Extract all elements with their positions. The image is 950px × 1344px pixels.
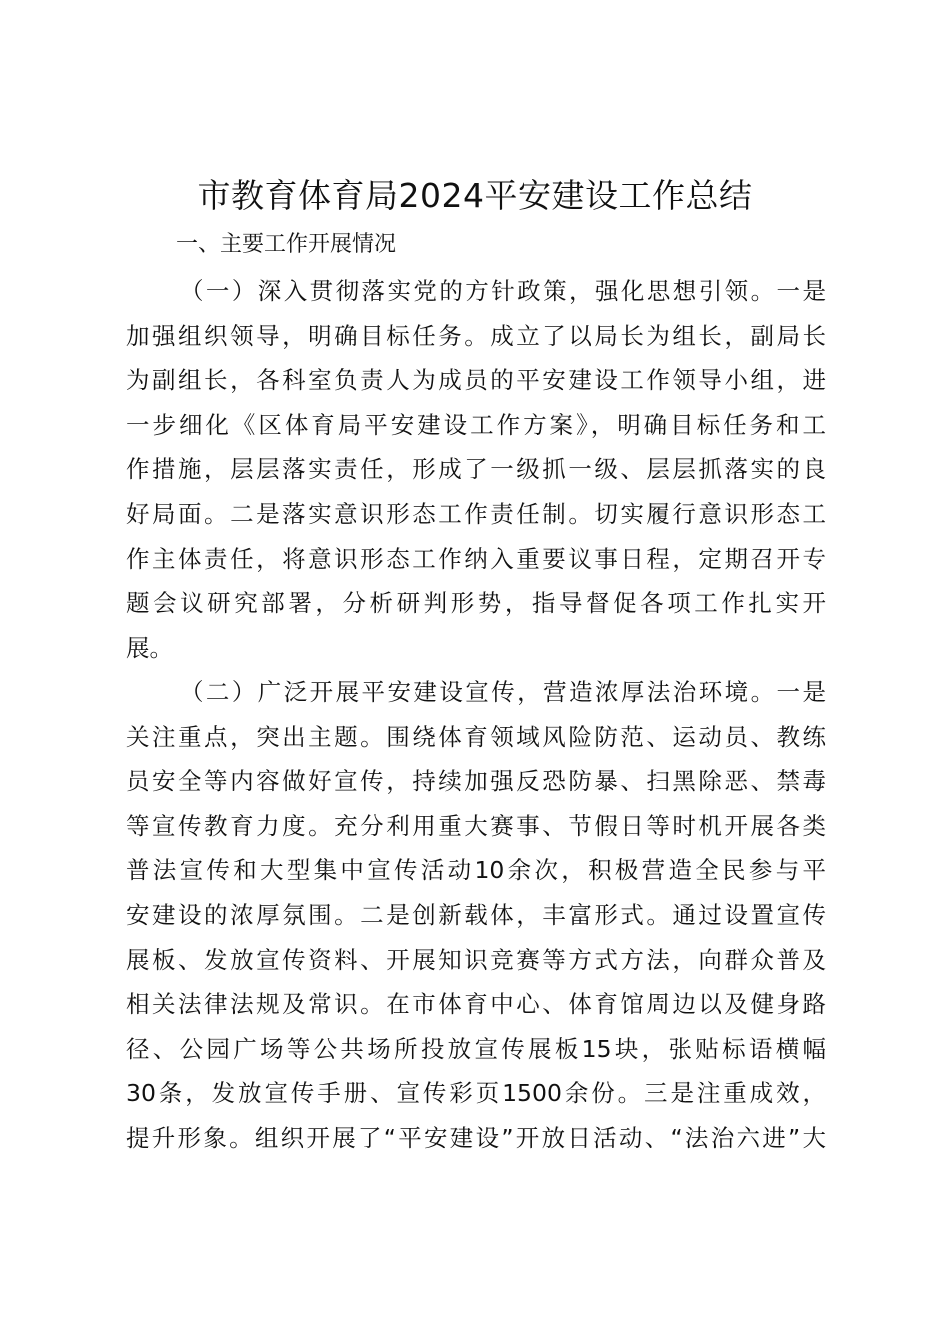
paragraph-line: 关注重点，突出主题。围绕体育领域风险防范、运动员、教练 — [126, 722, 826, 751]
paragraph-line: 作主体责任，将意识形态工作纳入重要议事日程，定期召开专 — [126, 544, 826, 573]
paragraph-line: 为副组长，各科室负责人为成员的平安建设工作领导小组，进 — [126, 366, 826, 395]
paragraph-line: 等宣传教育力度。充分利用重大赛事、节假日等时机开展各类 — [126, 811, 826, 840]
paragraph-line: 普法宣传和大型集中宣传活动10余次，积极营造全民参与平 — [126, 856, 826, 885]
section-heading: 一、主要工作开展情况 — [176, 232, 397, 257]
paragraph-line: 展板、发放宣传资料、开展知识竞赛等方式方法，向群众普及 — [126, 945, 826, 974]
paragraph-1 — [126, 269, 826, 670]
document-title: 市教育体育局2024平安建设工作总结 — [197, 176, 753, 215]
paragraph-2 — [126, 670, 826, 1161]
paragraph-line: 30条，发放宣传手册、宣传彩页1500余份。三是注重成效， — [126, 1079, 826, 1108]
paragraph-line: 安建设的浓厚氛围。二是创新载体，丰富形式。通过设置宣传 — [126, 900, 826, 929]
paragraph-line: 好局面。二是落实意识形态工作责任制。切实履行意识形态工 — [126, 499, 826, 528]
paragraph-line: 题会议研究部署，分析研判形势，指导督促各项工作扎实开 — [126, 589, 826, 618]
paragraph-line: 提升形象。组织开展了“平安建设”开放日活动、“法治六进”大 — [126, 1123, 826, 1152]
paragraph-line: 相关法律法规及常识。在市体育中心、体育馆周边以及健身路 — [126, 990, 826, 1019]
paragraph-line: 一步细化《区体育局平安建设工作方案》，明确目标任务和工 — [126, 410, 826, 439]
paragraph-line: 作措施，层层落实责任，形成了一级抓一级、层层抓落实的良 — [126, 455, 826, 484]
paragraph-line: 展。 — [126, 633, 173, 662]
paragraph-line: 加强组织领导，明确目标任务。成立了以局长为组长，副局长 — [126, 321, 826, 350]
paragraph-line: 径、公园广场等公共场所投放宣传展板15块，张贴标语横幅 — [126, 1034, 826, 1063]
paragraph-line: （二）广泛开展平安建设宣传，营造浓厚法治环境。一是 — [180, 678, 826, 706]
paragraph-line: 员安全等内容做好宣传，持续加强反恐防暴、扫黑除恶、禁毒 — [126, 767, 826, 796]
paragraph-line: （一）深入贯彻落实党的方针政策，强化思想引领。一是 — [180, 277, 826, 305]
